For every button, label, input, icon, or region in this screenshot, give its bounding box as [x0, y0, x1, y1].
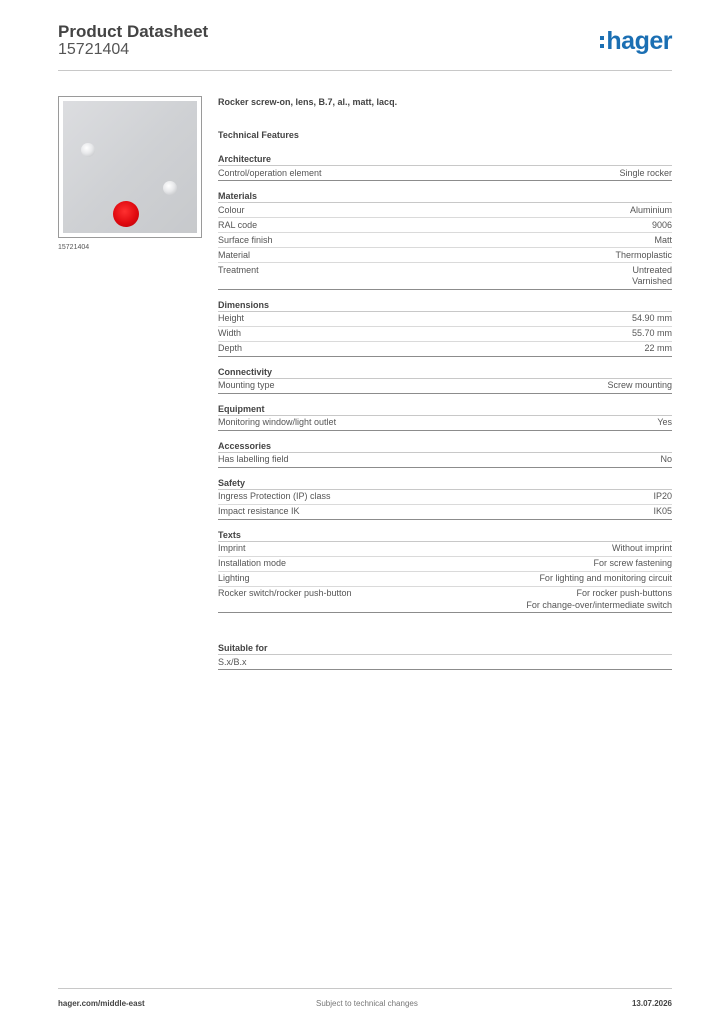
spec-label: Material — [218, 249, 251, 260]
screw-head-icon — [163, 181, 177, 195]
spec-section-materials — [218, 191, 672, 290]
section-heading: Texts — [218, 530, 672, 542]
spec-value — [612, 543, 672, 555]
section-heading: Connectivity — [218, 367, 672, 379]
section-heading: Safety — [218, 478, 672, 490]
section-heading: Materials — [218, 191, 672, 203]
spec-label: Installation mode — [218, 558, 287, 568]
spec-label: Width — [218, 328, 242, 338]
spec-value-line: Thermoplastic — [615, 249, 672, 260]
spec-label: Lighting — [218, 573, 250, 583]
section-heading: Suitable for — [218, 643, 672, 655]
spec-row — [218, 557, 672, 572]
spec-row — [218, 233, 672, 248]
spec-value — [593, 558, 672, 570]
spec-label: Imprint — [218, 543, 246, 553]
spec-value — [632, 328, 672, 340]
product-description: Rocker screw-on, lens, B.7, al., matt, lacq. — [218, 97, 398, 107]
spec-row — [218, 379, 672, 394]
spec-section-dimensions — [218, 300, 672, 357]
product-image — [58, 96, 202, 238]
spec-label: RAL code — [218, 219, 258, 230]
spec-content — [218, 96, 672, 670]
spec-value-line: Untreated — [632, 264, 672, 275]
spec-value-line: Screw mounting — [607, 380, 672, 390]
spec-value-line: 9006 — [651, 219, 672, 230]
spec-section-accessories — [218, 441, 672, 468]
spec-value-line: For screw fastening — [593, 558, 672, 568]
suitable-for-section — [218, 643, 672, 670]
spec-row — [218, 587, 672, 614]
page-header — [58, 22, 672, 71]
logo-colon-icon — [600, 27, 604, 53]
spec-value-line: Single rocker — [619, 167, 672, 178]
spec-label: Treatment — [218, 264, 259, 275]
page-title: Product Datasheet — [58, 22, 209, 41]
spec-row — [218, 505, 672, 520]
hager-logo[interactable] — [600, 27, 672, 56]
logo-text: hager — [606, 27, 672, 55]
spec-value — [615, 250, 672, 262]
spec-value — [526, 588, 672, 611]
spec-label: Control/operation element — [218, 167, 322, 178]
spec-value — [653, 491, 672, 503]
spec-label: Ingress Protection (IP) class — [218, 491, 331, 501]
spec-label: Height — [218, 313, 245, 323]
spec-section-safety — [218, 478, 672, 520]
rocker-plate — [63, 101, 197, 233]
spec-value-line: Varnished — [632, 276, 672, 286]
spec-value-line: IP20 — [653, 491, 672, 501]
footer-notice: Subject to technical changes — [316, 999, 418, 1008]
section-heading: Dimensions — [218, 300, 672, 312]
spec-value-line: Yes — [657, 417, 672, 427]
spec-label: S.x/B.x — [218, 656, 247, 667]
spec-row — [218, 218, 672, 233]
spec-value — [539, 573, 672, 585]
spec-value-line: For rocker push-buttons — [576, 588, 672, 598]
spec-value-line: Without imprint — [611, 543, 672, 553]
spec-value-line: No — [660, 454, 672, 464]
page-footer — [58, 988, 672, 1013]
footer-website-link[interactable]: hager.com/middle-east — [58, 999, 145, 1008]
spec-label: Depth — [218, 343, 243, 353]
spec-row — [218, 655, 672, 670]
section-heading: Equipment — [218, 404, 672, 416]
spec-row — [218, 572, 672, 587]
spec-row — [218, 416, 672, 431]
spec-section-texts — [218, 530, 672, 614]
spec-value-line: 55.70 mm — [631, 328, 672, 338]
spec-row — [218, 312, 672, 327]
spec-value — [632, 265, 672, 288]
spec-value-line: 22 mm — [644, 343, 672, 353]
footer-date: 13.07.2026 — [631, 999, 672, 1008]
section-heading: Accessories — [218, 441, 672, 453]
spec-label: Has labelling field — [218, 454, 289, 464]
spec-row — [218, 327, 672, 342]
spec-row — [218, 542, 672, 557]
spec-value-line: For change-over/intermediate switch — [526, 599, 672, 610]
spec-label: Mounting type — [218, 380, 275, 390]
spec-row — [218, 248, 672, 263]
spec-section-architecture — [218, 154, 672, 181]
spec-row — [218, 263, 672, 290]
spec-value — [653, 506, 672, 518]
spec-value — [607, 380, 672, 392]
spec-row — [218, 166, 672, 181]
screw-head-icon — [81, 143, 95, 157]
spec-value — [652, 220, 672, 232]
spec-label: Surface finish — [218, 234, 273, 245]
spec-label: Monitoring window/light outlet — [218, 417, 337, 427]
spec-value — [657, 417, 672, 429]
spec-value — [654, 235, 672, 247]
spec-value — [660, 454, 672, 466]
spec-row — [218, 203, 672, 218]
spec-value-line: Aluminium — [629, 204, 672, 215]
spec-value — [619, 168, 672, 180]
spec-row — [218, 453, 672, 468]
technical-features-heading: Technical Features — [218, 130, 299, 140]
spec-label: Colour — [218, 204, 245, 215]
spec-label: Rocker switch/rocker push-button — [218, 588, 352, 598]
spec-value — [632, 313, 672, 325]
spec-section-equipment — [218, 404, 672, 431]
spec-row — [218, 342, 672, 357]
spec-value-line: For lighting and monitoring circuit — [539, 573, 672, 583]
spec-value — [644, 343, 672, 355]
spec-label: Impact resistance IK — [218, 506, 300, 516]
image-caption: 15721404 — [58, 244, 90, 251]
spec-value-line: IK05 — [653, 506, 672, 516]
section-heading: Architecture — [218, 154, 672, 166]
spec-row — [218, 490, 672, 505]
product-code: 15721404 — [58, 41, 130, 58]
spec-value-line: 54.90 mm — [631, 313, 672, 323]
spec-value — [630, 205, 672, 217]
spec-sections — [218, 154, 672, 613]
red-lens-icon — [113, 201, 139, 227]
spec-section-connectivity — [218, 367, 672, 394]
spec-value-line: Matt — [654, 234, 672, 245]
